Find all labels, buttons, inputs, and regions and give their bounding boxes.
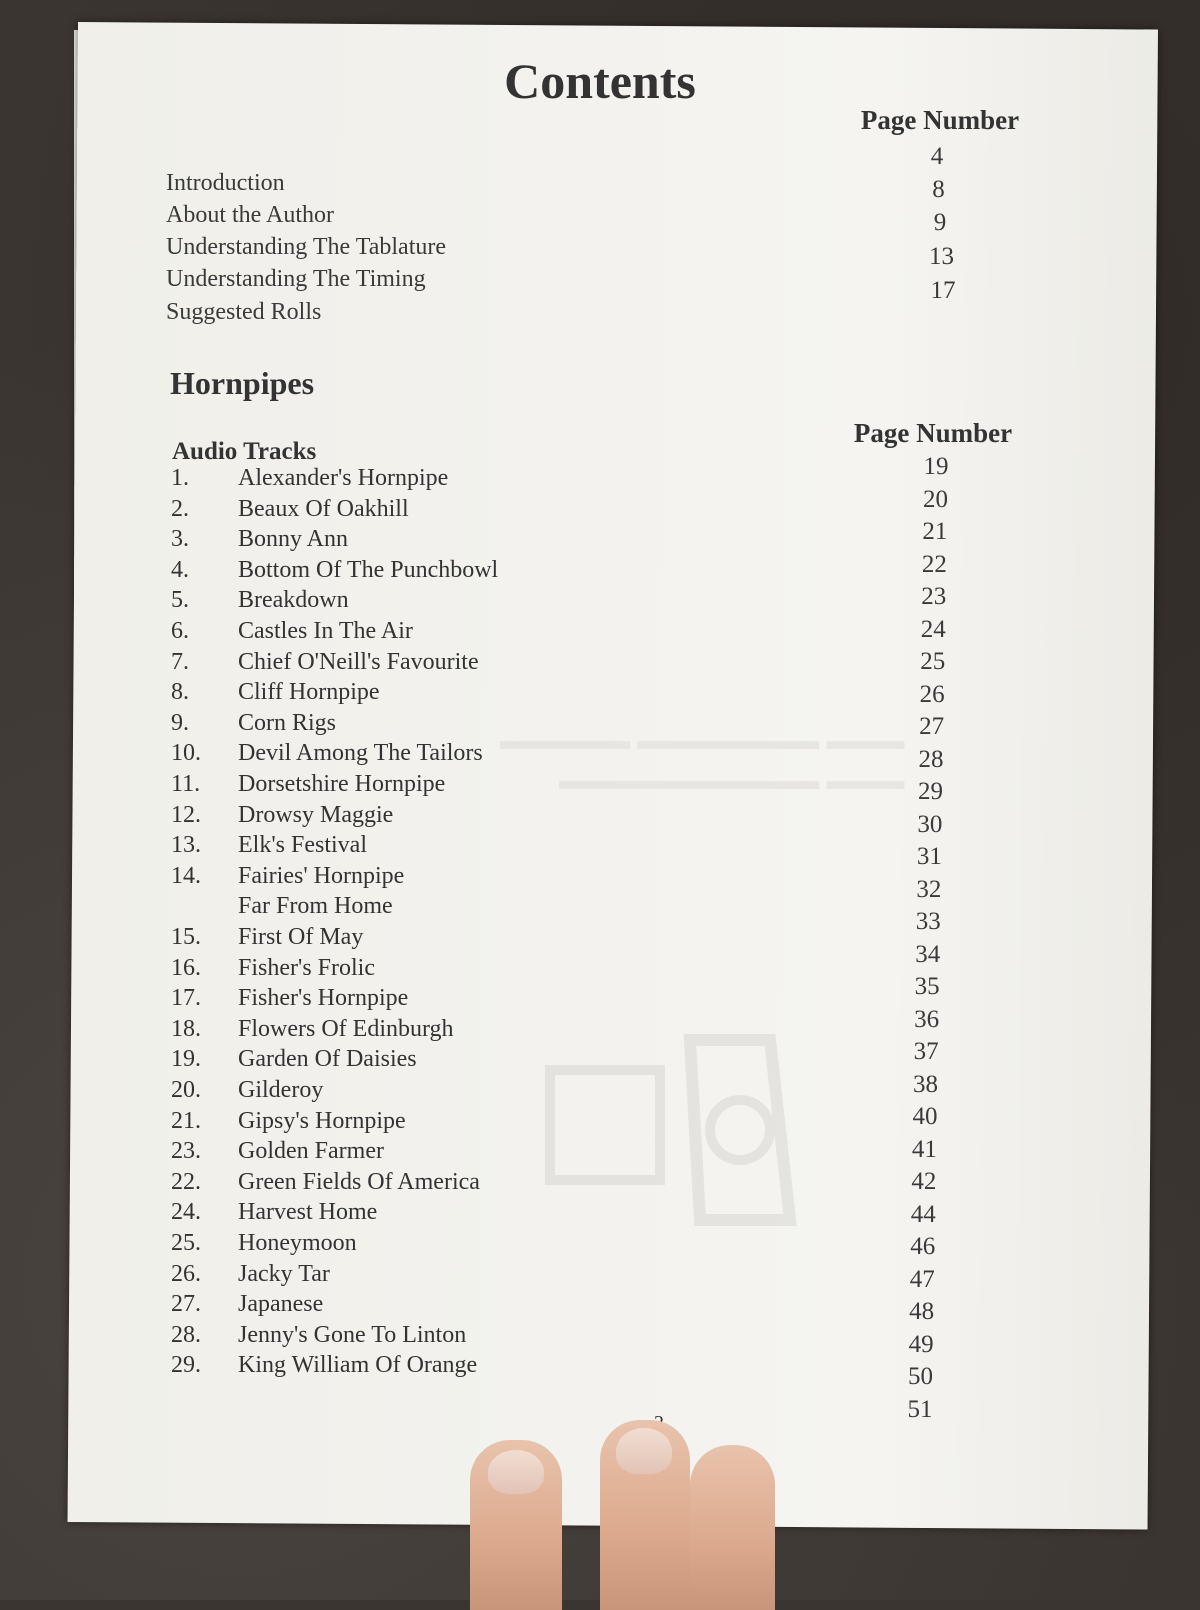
track-page-number: 27 xyxy=(919,713,945,740)
contents-entry-label: Understanding The Tablature xyxy=(166,234,447,260)
track-number: 10. xyxy=(171,740,201,767)
track-title: Bottom Of The Punchbowl xyxy=(238,556,499,583)
track-title: Cliff Hornpipe xyxy=(238,679,380,706)
section-subheading: Audio Tracks xyxy=(172,438,317,465)
track-page-number: 30 xyxy=(917,810,943,838)
track-page-number: 35 xyxy=(914,973,940,1000)
contents-entry-label: About the Author xyxy=(166,202,334,228)
fingernail xyxy=(616,1428,672,1474)
track-title: Green Fields Of America xyxy=(238,1168,480,1195)
track-number: 15. xyxy=(171,924,201,950)
track-page-number: 42 xyxy=(911,1168,937,1195)
contents-entry-page: 8 xyxy=(932,176,945,203)
track-title: King William Of Orange xyxy=(238,1352,478,1379)
track-number: 17. xyxy=(171,985,201,1012)
track-title: Gilderoy xyxy=(238,1077,324,1103)
track-number: 8. xyxy=(171,679,189,706)
contents-entry-page: 9 xyxy=(933,209,947,236)
track-number: 11. xyxy=(171,771,201,797)
track-page-number: 29 xyxy=(917,778,943,805)
track-number: 9. xyxy=(171,709,189,736)
track-number: 2. xyxy=(171,495,189,522)
track-page-number: 21 xyxy=(922,518,948,545)
track-page-number: 26 xyxy=(919,680,945,708)
track-page-number: 28 xyxy=(918,745,944,773)
track-number: 1. xyxy=(171,465,189,491)
track-title: Gipsy's Hornpipe xyxy=(238,1107,406,1134)
track-title: First Of May xyxy=(238,924,364,950)
track-number: 29. xyxy=(171,1352,201,1379)
track-title: Japanese xyxy=(238,1291,324,1318)
track-number: 19. xyxy=(171,1046,201,1073)
track-page-number: 34 xyxy=(915,940,941,968)
track-title: Bonny Ann xyxy=(238,526,349,553)
track-page-number: 33 xyxy=(915,908,941,935)
page-title: Contents xyxy=(504,53,696,109)
track-page-number: 41 xyxy=(911,1135,937,1163)
track-page-number: 32 xyxy=(916,875,942,903)
track-title: Elk's Festival xyxy=(238,832,367,859)
track-title: Breakdown xyxy=(238,587,349,614)
contents-entry-label: Understanding The Timing xyxy=(166,266,426,292)
track-title: Fairies' Hornpipe xyxy=(238,862,405,889)
track-title: Harvest Home xyxy=(238,1199,378,1226)
track-title: Golden Farmer xyxy=(238,1138,384,1165)
track-number: 13. xyxy=(171,832,201,859)
track-number: 4. xyxy=(171,556,189,583)
track-title: Alexander's Hornpipe xyxy=(238,465,449,491)
track-number: 22. xyxy=(171,1168,201,1195)
track-page-number: 50 xyxy=(908,1363,934,1390)
track-page-number: 37 xyxy=(913,1038,939,1065)
track-title: Devil Among The Tailors xyxy=(238,740,483,767)
track-page-number: 20 xyxy=(922,485,948,513)
track-title: Fisher's Frolic xyxy=(238,954,375,981)
track-number: 27. xyxy=(171,1291,201,1318)
track-number: 21. xyxy=(171,1107,201,1134)
contents-entry-page: 13 xyxy=(929,243,954,270)
track-number: 14. xyxy=(171,862,201,889)
track-number: 24. xyxy=(171,1199,201,1226)
track-number: 5. xyxy=(171,587,189,614)
track-title: Corn Rigs xyxy=(238,709,337,736)
contents-entry-page: 17 xyxy=(930,277,956,304)
section-page-number-header: Page Number xyxy=(853,418,1013,448)
track-page-number: 40 xyxy=(912,1103,938,1130)
bleed-through-text: ▬▬▬ ▬▬▬▬▬▬▬ ▬▬▬▬▬ ▬▬▬ ▬▬▬▬▬▬▬▬▬▬ xyxy=(500,725,905,795)
track-page-number: 49 xyxy=(908,1330,934,1358)
track-title: Dorsetshire Hornpipe xyxy=(238,771,446,797)
track-number: 26. xyxy=(171,1260,201,1287)
track-title: Chief O'Neill's Favourite xyxy=(238,648,479,675)
track-page-number: 19 xyxy=(923,453,949,480)
finger xyxy=(690,1445,775,1610)
track-page-number: 46 xyxy=(910,1233,936,1260)
track-title: Beaux Of Oakhill xyxy=(238,495,409,522)
contents-entry-label: Suggested Rolls xyxy=(166,299,322,325)
track-title: Honeymoon xyxy=(238,1230,357,1256)
track-number: 20. xyxy=(171,1077,201,1103)
track-title: Fisher's Hornpipe xyxy=(238,985,409,1012)
track-number: 7. xyxy=(171,648,189,675)
track-number: 23. xyxy=(171,1138,201,1165)
track-title: Flowers Of Edinburgh xyxy=(238,1015,454,1042)
track-page-number: 44 xyxy=(910,1200,936,1228)
track-page-number: 38 xyxy=(913,1070,939,1098)
track-page-number: 24 xyxy=(920,615,946,643)
track-page-number: 22 xyxy=(921,550,947,578)
track-title: Jenny's Gone To Linton xyxy=(238,1321,467,1348)
track-page-number: 48 xyxy=(909,1298,935,1325)
track-number: 25. xyxy=(171,1230,201,1256)
contents-entry-label: Introduction xyxy=(166,170,285,196)
track-page-number: 31 xyxy=(916,843,942,870)
track-title: Garden Of Daisies xyxy=(238,1046,417,1073)
track-page-number: 23 xyxy=(921,583,947,610)
page-number-header: Page Number xyxy=(860,105,1020,135)
track-number: 12. xyxy=(171,801,201,828)
track-page-number: 36 xyxy=(914,1005,940,1033)
contents-entry-page: 4 xyxy=(930,143,944,170)
track-page-number: 25 xyxy=(920,648,946,675)
track-number: 28. xyxy=(171,1321,201,1348)
track-number: 6. xyxy=(171,618,189,644)
track-title: Castles In The Air xyxy=(238,618,413,644)
track-page-number: 47 xyxy=(909,1265,935,1293)
track-number: 18. xyxy=(171,1015,201,1042)
section-title: Hornpipes xyxy=(170,365,315,401)
track-page-number: 51 xyxy=(907,1395,933,1423)
bleed-through-logo xyxy=(540,1030,800,1230)
fingernail xyxy=(488,1450,544,1494)
track-number: 3. xyxy=(171,526,189,553)
track-title: Jacky Tar xyxy=(238,1260,330,1287)
track-number: 16. xyxy=(171,954,201,981)
track-title: Drowsy Maggie xyxy=(238,801,394,828)
track-title: Far From Home xyxy=(238,893,393,920)
